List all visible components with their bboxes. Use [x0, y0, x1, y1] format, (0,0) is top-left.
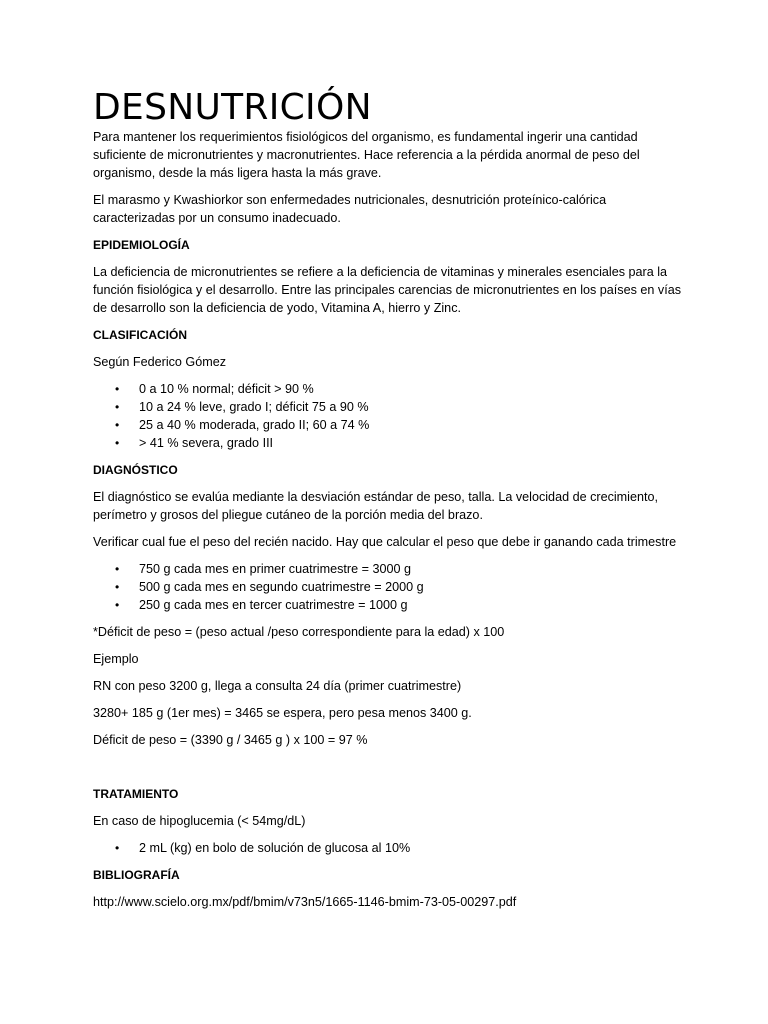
- bullet-icon: •: [115, 418, 120, 432]
- bullet-icon: •: [115, 400, 120, 414]
- list-item: [93, 434, 683, 452]
- list-item-text: 25 a 40 % moderada, grado II; 60 a 74 %: [139, 418, 370, 432]
- diagnostico-paragraph-2: Verificar cual fue el peso del recién nacido. Hay que calcular el peso que debe ir ganando cada trimestre: [93, 535, 677, 549]
- ejemplo-line-1: RN con peso 3200 g, llega a consulta 24 día (primer cuatrimestre): [93, 679, 462, 693]
- list-item: [93, 380, 683, 398]
- bullet-icon: •: [115, 382, 120, 396]
- list-item-text: 2 mL (kg) en bolo de solución de glucosa al 10%: [139, 841, 411, 855]
- intro-paragraph-2: El marasmo y Kwashiorkor son enfermedades nutricionales, desnutrición proteínico-calórica caracterizadas por un consumo inadecuado.: [93, 193, 607, 225]
- clasificacion-intro: Según Federico Gómez: [93, 355, 227, 369]
- bullet-icon: •: [115, 841, 120, 855]
- list-item-text: 500 g cada mes en segundo cuatrimestre = 2000 g: [139, 580, 424, 594]
- bibliografia-link[interactable]: http://www.scielo.org.mx/pdf/bmim/v73n5/1665-1146-bmim-73-05-00297.pdf: [93, 895, 517, 909]
- list-item: [93, 560, 683, 578]
- list-item-text: 0 a 10 % normal; déficit > 90 %: [139, 382, 314, 396]
- list-item-text: 250 g cada mes en tercer cuatrimestre = 1000 g: [139, 598, 408, 612]
- list-item-text: > 41 % severa, grado III: [139, 436, 274, 450]
- clasificacion-heading: CLASIFICACIÓN: [93, 328, 187, 342]
- ejemplo-line-2: 3280+ 185 g (1er mes) = 3465 se espera, pero pesa menos 3400 g.: [93, 706, 472, 720]
- list-item: [93, 578, 683, 596]
- diagnostico-list: [93, 560, 683, 614]
- diagnostico-formula: *Déficit de peso = (peso actual /peso correspondiente para la edad) x 100: [93, 625, 505, 639]
- list-item: [93, 596, 683, 614]
- document-body: [93, 88, 683, 911]
- tratamiento-intro: En caso de hipoglucemia (< 54mg/dL): [93, 814, 306, 828]
- diagnostico-paragraph-1: El diagnóstico se evalúa mediante la desviación estándar de peso, talla. La velocidad de crecimiento, perímetro y grosos del pliegue cutáneo de la porción media del brazo.: [93, 490, 658, 522]
- document-title: DESNUTRICIÓN: [93, 87, 372, 128]
- ejemplo-label: Ejemplo: [93, 652, 139, 666]
- list-item-text: 750 g cada mes en primer cuatrimestre = 3000 g: [139, 562, 411, 576]
- tratamiento-heading: TRATAMIENTO: [93, 787, 179, 801]
- epidemiologia-text: La deficiencia de micronutrientes se refiere a la deficiencia de vitaminas y minerales esenciales para la función fisiológica y el desarrollo. Entre las principales carencias de micronutrientes en los países en vías de desarrollo son la deficiencia de yodo, Vitamina A, hierro y Zinc.: [93, 265, 682, 315]
- list-item: [93, 839, 683, 857]
- list-item-text: 10 a 24 % leve, grado I; déficit 75 a 90 %: [139, 400, 369, 414]
- bullet-icon: •: [115, 436, 120, 450]
- bullet-icon: •: [115, 580, 120, 594]
- bullet-icon: •: [115, 598, 120, 612]
- tratamiento-list: [93, 839, 683, 857]
- epidemiologia-heading: EPIDEMIOLOGÍA: [93, 238, 190, 252]
- bibliografia-heading: BIBLIOGRAFÍA: [93, 868, 180, 882]
- intro-paragraph-1: Para mantener los requerimientos fisiológicos del organismo, es fundamental ingerir una cantidad suficiente de micronutrientes y macronutrientes. Hace referencia a la pérdida anormal de peso del organismo, desde la más ligera hasta la más grave.: [93, 130, 640, 180]
- list-item: [93, 416, 683, 434]
- diagnostico-heading: DIAGNÓSTICO: [93, 463, 178, 477]
- bullet-icon: •: [115, 562, 120, 576]
- list-item: [93, 398, 683, 416]
- ejemplo-line-3: Déficit de peso = (3390 g / 3465 g ) x 100 = 97 %: [93, 733, 368, 747]
- clasificacion-list: [93, 380, 683, 452]
